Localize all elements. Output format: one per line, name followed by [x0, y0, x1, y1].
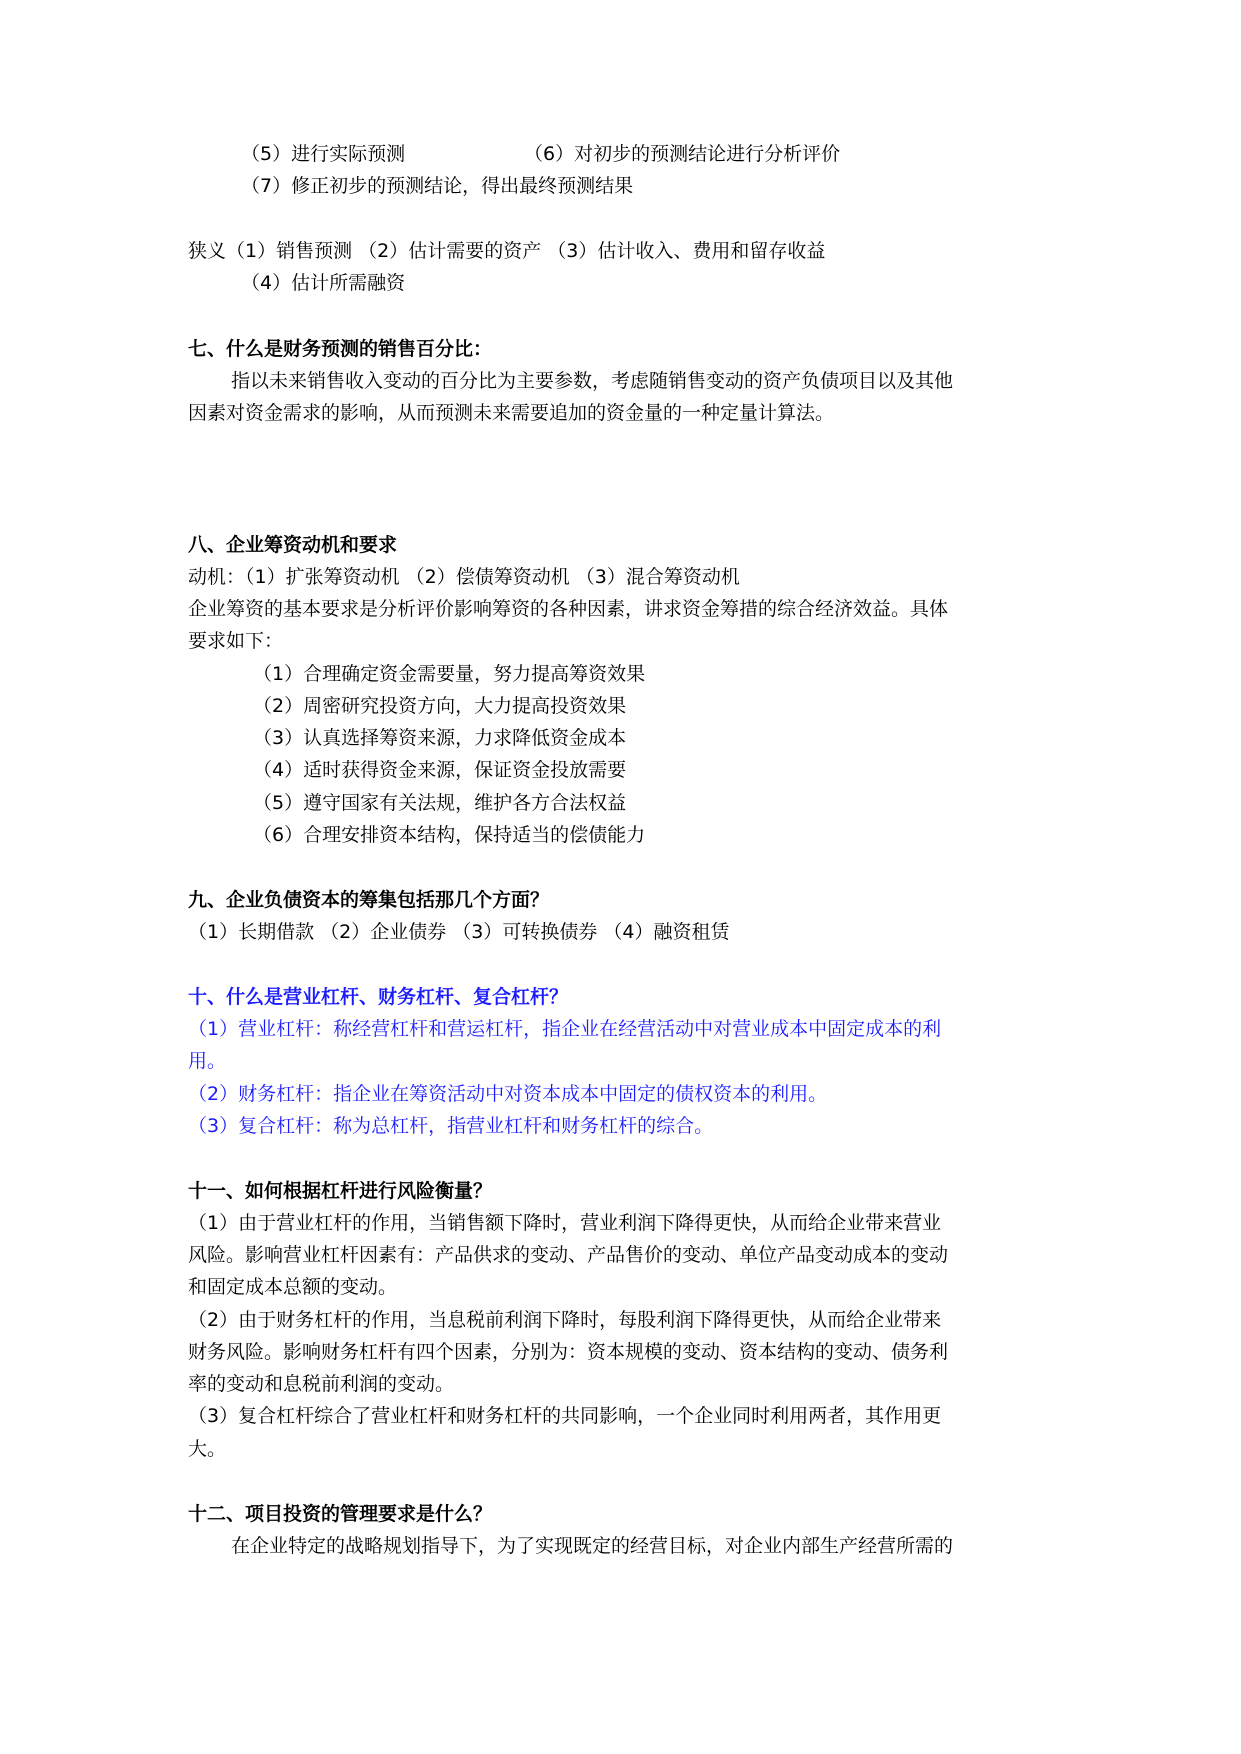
- paragraph-line: （1）营业杠杆：称经营杠杆和营运杠杆，指企业在经营活动中对营业成本中固定成本的利: [188, 1018, 942, 1040]
- paragraph-line: （4）估计所需融资: [241, 272, 406, 294]
- paragraph-line: （2）由于财务杠杆的作用，当息税前利润下降时，每股利润下降得更快，从而给企业带来: [188, 1309, 942, 1331]
- list-item: （1）合理确定资金需要量，努力提高筹资效果: [253, 663, 646, 685]
- section-heading: 七、什么是财务预测的销售百分比：: [188, 338, 493, 360]
- paragraph-line: （7）修正初步的预测结论，得出最终预测结果: [241, 175, 634, 197]
- list-item: （6）合理安排资本结构，保持适当的偿债能力: [253, 824, 646, 846]
- paragraph-line: 财务风险。影响财务杠杆有四个因素，分别为：资本规模的变动、资本结构的变动、债务利: [188, 1341, 949, 1363]
- section-heading: 十一、如何根据杠杆进行风险衡量？: [188, 1180, 493, 1202]
- section-heading: 十二、项目投资的管理要求是什么？: [188, 1503, 493, 1525]
- paragraph-line: 狭义（1）销售预测 （2）估计需要的资产 （3）估计收入、费用和留存收益: [188, 240, 826, 262]
- paragraph-line: 企业筹资的基本要求是分析评价影响筹资的各种因素，讲求资金筹措的综合经济效益。具体: [188, 598, 949, 620]
- paragraph-line: 用。: [188, 1050, 227, 1072]
- paragraph-line: 指以未来销售收入变动的百分比为主要参数，考虑随销售变动的资产负债项目以及其他: [231, 370, 954, 392]
- paragraph-line: （2）财务杠杆：指企业在筹资活动中对资本成本中固定的债权资本的利用。: [188, 1083, 828, 1105]
- paragraph-line: （3）复合杠杆综合了营业杠杆和财务杠杆的共同影响，一个企业同时利用两者，其作用更: [188, 1405, 942, 1427]
- paragraph-line: 大。: [188, 1438, 227, 1460]
- paragraph-line: 率的变动和息税前利润的变动。: [188, 1373, 455, 1395]
- paragraph-line: 动机：（1）扩张筹资动机 （2）偿债筹资动机 （3）混合筹资动机: [188, 566, 740, 588]
- paragraph-line: （1）长期借款 （2）企业债券 （3）可转换债券 （4）融资租赁: [188, 921, 730, 943]
- section-heading: 八、企业筹资动机和要求: [188, 534, 398, 556]
- paragraph-line: 因素对资金需求的影响，从而预测未来需要追加的资金量的一种定量计算法。: [188, 402, 835, 424]
- list-item: （5）遵守国家有关法规，维护各方合法权益: [253, 792, 627, 814]
- paragraph-line: （1）由于营业杠杆的作用，当销售额下降时，营业利润下降得更快，从而给企业带来营业: [188, 1212, 942, 1234]
- paragraph-line: 和固定成本总额的变动。: [188, 1276, 398, 1298]
- list-item: （4）适时获得资金来源，保证资金投放需要: [253, 759, 627, 781]
- paragraph-line: （5）进行实际预测: [241, 143, 406, 165]
- list-item: （3）认真选择筹资来源，力求降低资金成本: [253, 727, 627, 749]
- paragraph-line: （6）对初步的预测结论进行分析评价: [524, 143, 841, 165]
- paragraph-line: 要求如下：: [188, 630, 284, 652]
- section-heading: 十、什么是营业杠杆、财务杠杆、复合杠杆？: [188, 986, 569, 1008]
- list-item: （2）周密研究投资方向，大力提高投资效果: [253, 695, 627, 717]
- section-heading: 九、企业负债资本的筹集包括那几个方面？: [188, 889, 550, 911]
- paragraph-line: 风险。影响营业杠杆因素有：产品供求的变动、产品售价的变动、单位产品变动成本的变动: [188, 1244, 949, 1266]
- paragraph-line: （3）复合杠杆：称为总杠杆，指营业杠杆和财务杠杆的综合。: [188, 1115, 714, 1137]
- paragraph-line: 在企业特定的战略规划指导下，为了实现既定的经营目标，对企业内部生产经营所需的: [231, 1535, 954, 1557]
